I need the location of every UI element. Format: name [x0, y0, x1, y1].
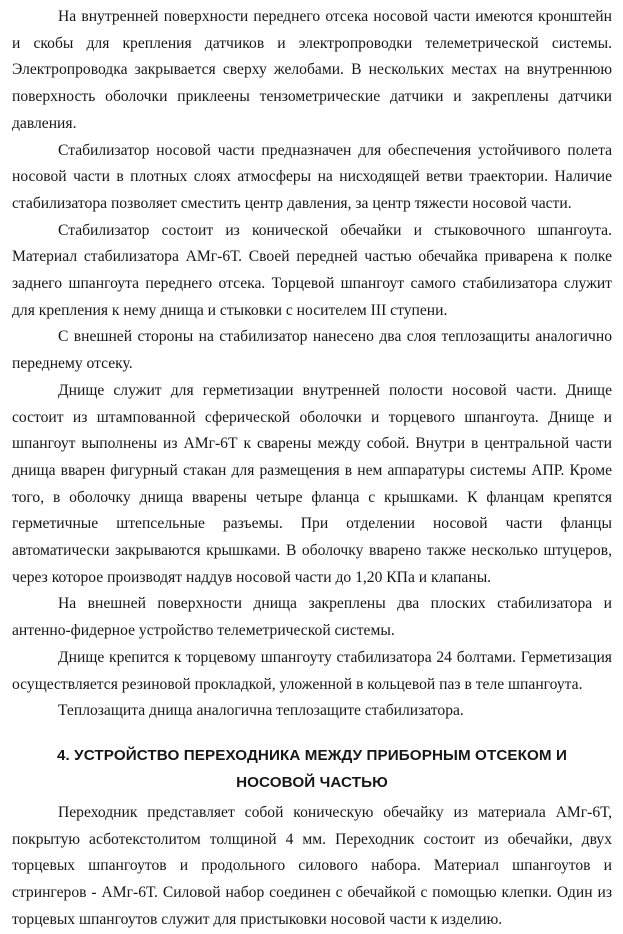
paragraph: На внутренней поверхности переднего отсека носовой части имеются кронштейн и скобы для крепления датчиков и электропроводки телеметрической системы. Электропроводка закрывается сверху желобами. В нескольких местах на внутреннюю поверхность оболочки приклеены тензометрические датчики и закреплены датчики давления. — [12, 8, 612, 132]
paragraph: Стабилизатор носовой части предназначен для обеспечения устойчивого полета носовой части в плотных слоях атмосферы на нисходящей ветви траектории. Наличие стабилизатора позволяет сместить центр давления, за центр тяжести носовой части. — [12, 141, 612, 212]
paragraph: Теплозащита днища аналогична теплозащите стабилизатора. — [58, 702, 464, 720]
section-heading-line-1: 4. УСТРОЙСТВО ПЕРЕХОДНИКА МЕЖДУ ПРИБОРНЫМ ОТСЕКОМ И — [56, 746, 568, 764]
paragraph: Переходник представляет собой коническую обечайку из материала АМг-6Т, покрытую асботекстолитом толщиной 4 мм. Переходник состоит из обечайки, двух торцевых шпангоутов и продольного силового набора. Материал шпангоутов и стрингеров - АМг-6Т. Силовой набор соединен с обечайкой с помощью клепки. Один из торцевых шпангоутов служит для пристыковки носовой части к изделию. — [12, 803, 612, 928]
paragraph: Днище служит для герметизации внутренней полости носовой части. Днище состоит из штампованной сферической оболочки и торцевого шпангоута. Днище и шпангоут выполнены из АМг-6Т к сварены между собой. Внутри в центральной части днища вварен фигурный стакан для размещения в нем аппаратуры системы АПР. Кроме того, в оболочку днища вварены четыре фланца с крышками. К фланцам крепятся герметичные штепсельные разъемы. При отделении носовой части фланцы автоматически закрываются крышками. В оболочку вварено также несколько штуцеров, через которое производят наддув носовой части до 1,20 КПа и клапаны. — [12, 381, 612, 586]
paragraph: На внешней поверхности днища закреплены два плоских стабилизатора и антенно-фидерное устройство телеметрической системы. — [12, 595, 612, 640]
document-page — [12, 4, 612, 934]
paragraph: С внешней стороны на стабилизатор нанесено два слоя теплозащиты аналогично переднему отсеку. — [12, 328, 612, 373]
paragraph: Стабилизатор состоит из конической обечайки и стыковочного шпангоута. Материал стабилизатора АМг-6Т. Своей передней частью обечайка приварена к полке заднего шпангоута переднего отсека. Торцевой шпангоут самого стабилизатора служит для крепления к нему днища и стыковки с носителем III ступени. — [12, 221, 612, 319]
section-heading-line-2: НОСОВОЙ ЧАСТЬЮ — [236, 773, 388, 791]
paragraph: Днище крепится к торцевому шпангоуту стабилизатора 24 болтами. Герметизация осуществляется резиновой прокладкой, уложенной в кольцевой паз в теле шпангоута. — [12, 648, 612, 693]
section-heading — [12, 725, 612, 800]
